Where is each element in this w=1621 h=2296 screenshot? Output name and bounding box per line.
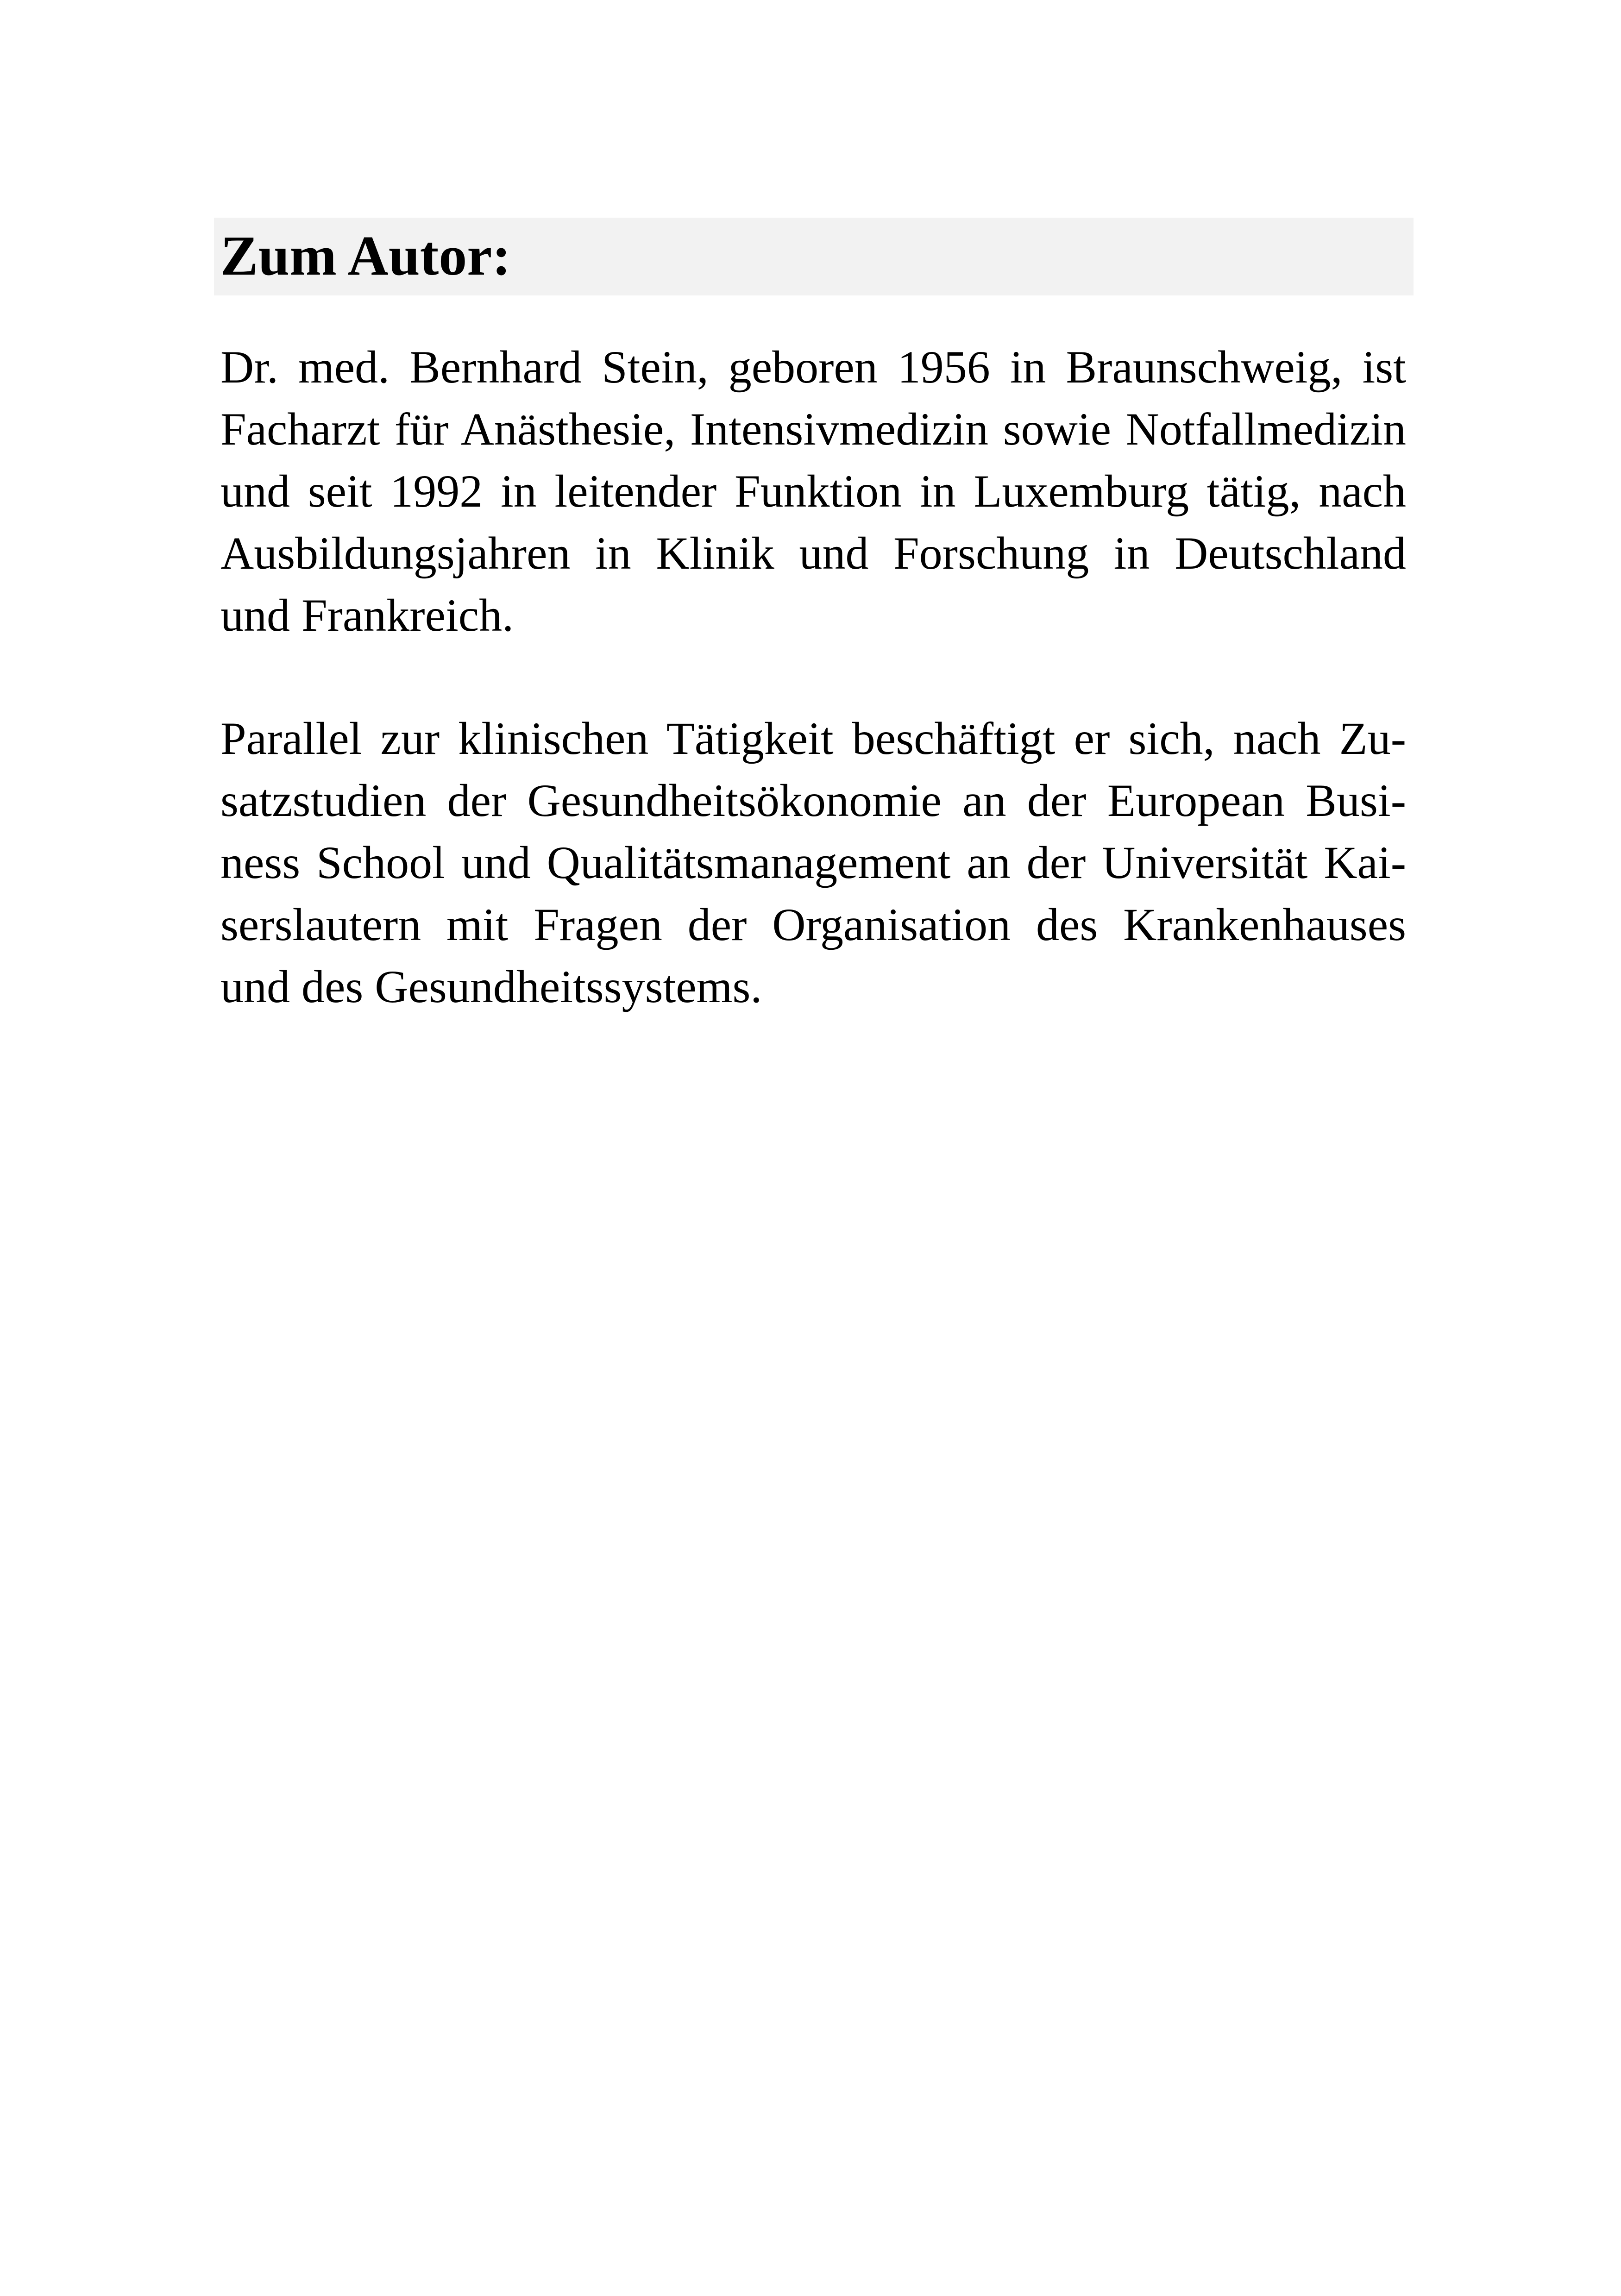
text-line: satzstudien der Gesundheitsökonomie an der European Busi- [220,775,1406,826]
author-bio-paragraph [220,336,1406,646]
text-line: und Frankreich. [220,590,514,641]
text-line: Facharzt für Anästhesie, Intensivmedizin sowie Notfallmedizin [220,403,1406,455]
text-line: und des Gesundheitssystems. [220,961,762,1012]
text-line: Dr. med. Bernhard Stein, geboren 1956 in Braunschweig, ist [220,341,1406,393]
text-line: ness School und Qualitätsmanagement an der Universität Kai- [220,837,1406,888]
text-line: Parallel zur klinischen Tätigkeit beschäftigt er sich, nach Zu- [220,713,1406,764]
text-line: serslautern mit Fragen der Organisation des Krankenhauses [220,899,1406,950]
author-activities-paragraph [220,708,1406,1018]
text-line: Ausbildungsjahren in Klinik und Forschung in Deutschland [220,527,1406,579]
page-heading: Zum Autor: [220,225,511,287]
text-line: und seit 1992 in leitender Funktion in Luxemburg tätig, nach [220,465,1406,517]
